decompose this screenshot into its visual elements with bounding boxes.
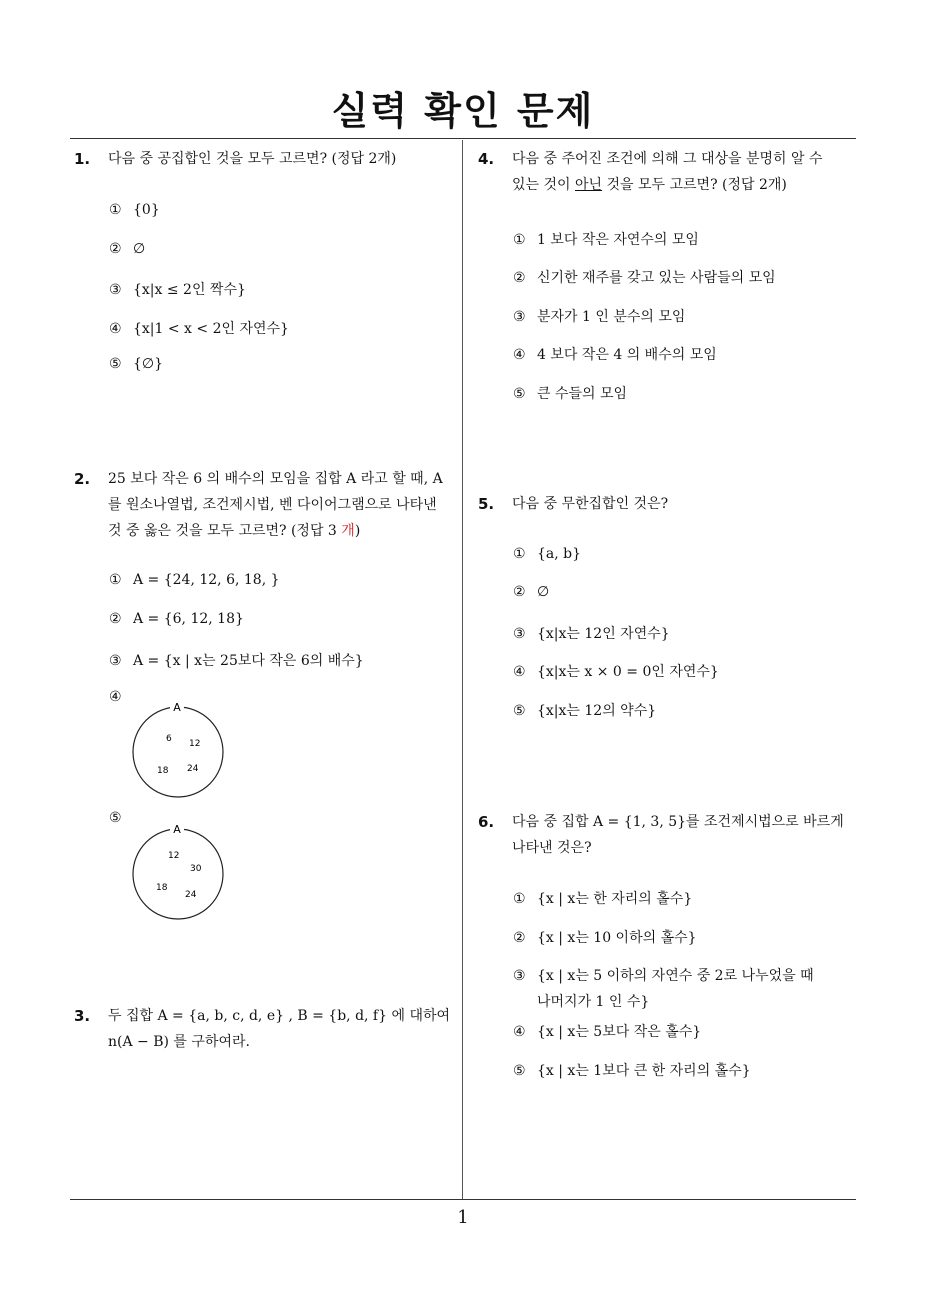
question-line bbox=[108, 518, 463, 544]
venn-circle bbox=[133, 829, 223, 919]
option-text: {x | x는 한 자리의 홀수} bbox=[537, 891, 693, 907]
q5-option-2[interactable] bbox=[513, 584, 549, 600]
option-text: ∅ bbox=[537, 584, 550, 600]
option-text: A = {24, 12, 6, 18, } bbox=[133, 572, 280, 588]
option-number: ② bbox=[109, 241, 122, 257]
highlight-text: 개 bbox=[341, 523, 355, 539]
q4-option-3[interactable] bbox=[513, 306, 685, 326]
venn-element: 24 bbox=[187, 764, 199, 774]
option-number: ① bbox=[109, 572, 122, 588]
venn-element: 18 bbox=[157, 766, 169, 776]
question-line bbox=[512, 172, 862, 198]
q5-option-1[interactable] bbox=[513, 546, 581, 562]
option-text: {a, b} bbox=[537, 546, 582, 562]
q5-option-4[interactable] bbox=[513, 661, 719, 681]
option-text: ∅ bbox=[133, 241, 146, 257]
option-number: ⑤ bbox=[109, 810, 122, 826]
venn-circle bbox=[133, 707, 223, 797]
question-number: 3. bbox=[74, 1007, 91, 1025]
q6-option-1[interactable] bbox=[513, 888, 692, 908]
question-text bbox=[512, 146, 862, 198]
question-line: 25 보다 작은 6 의 배수의 모임을 집합 A 라고 할 때, A bbox=[108, 471, 443, 487]
option-text: {x|x는 x × 0 = 0인 자연수} bbox=[537, 664, 719, 680]
q1-option-3[interactable] bbox=[109, 279, 246, 299]
option-number: ② bbox=[513, 584, 526, 600]
option-number: ③ bbox=[109, 282, 122, 298]
option-number: ③ bbox=[513, 968, 526, 984]
venn-label: A bbox=[173, 823, 181, 836]
option-text: {x|x는 12의 약수} bbox=[537, 703, 657, 719]
option-text: {x|x는 12인 자연수} bbox=[537, 626, 670, 642]
q6-option-5[interactable] bbox=[513, 1060, 751, 1080]
question-line: 를 원소나열법, 조건제시법, 벤 다이어그램으로 나타낸 bbox=[108, 497, 437, 513]
option-number: ① bbox=[513, 232, 526, 248]
page-number: 1 bbox=[457, 1207, 469, 1228]
option-text: {x|1 < x < 2인 자연수} bbox=[133, 321, 289, 337]
option-number: ① bbox=[513, 891, 526, 907]
question-line: 나타낸 것은? bbox=[512, 840, 592, 856]
q6-option-3[interactable] bbox=[513, 965, 814, 985]
option-number: ⑤ bbox=[513, 1063, 526, 1079]
question-line: 다음 중 주어진 조건에 의해 그 대상을 분명히 알 수 bbox=[512, 151, 823, 167]
q4-option-2[interactable] bbox=[513, 267, 776, 287]
option-number: ④ bbox=[109, 321, 122, 337]
venn-element: 12 bbox=[189, 739, 201, 749]
question-text: 다음 중 공집합인 것을 모두 고르면? (정답 2개) bbox=[108, 151, 397, 167]
bottom-rule bbox=[70, 1199, 856, 1200]
q1-option-4[interactable] bbox=[109, 318, 289, 338]
q5-option-3[interactable] bbox=[513, 623, 670, 643]
option-number: ⑤ bbox=[109, 356, 122, 372]
option-text: {∅} bbox=[133, 356, 164, 372]
venn-element: 18 bbox=[156, 883, 168, 893]
option-text: 4 보다 작은 4 의 배수의 모임 bbox=[537, 347, 717, 363]
line-text: ) bbox=[354, 523, 361, 539]
venn-element: 6 bbox=[166, 734, 172, 744]
option-number: ② bbox=[109, 611, 122, 627]
option-text: 분자가 1 인 분수의 모임 bbox=[537, 309, 686, 325]
q6-option-4[interactable] bbox=[513, 1021, 701, 1041]
question-number: 2. bbox=[74, 470, 91, 488]
option-number: ③ bbox=[513, 626, 526, 642]
q2-option-2[interactable] bbox=[109, 611, 244, 627]
question-text bbox=[512, 809, 862, 861]
option-text: 1 보다 작은 자연수의 모임 bbox=[537, 232, 699, 248]
option-number: ① bbox=[109, 202, 122, 218]
q1-option-5[interactable] bbox=[109, 356, 163, 372]
venn-diagram-4 bbox=[128, 700, 228, 800]
option-number: ② bbox=[513, 270, 526, 286]
option-text: A = {x | x는 25보다 작은 6의 배수} bbox=[133, 653, 364, 669]
q4-option-1[interactable] bbox=[513, 229, 699, 249]
option-text: A = {6, 12, 18} bbox=[133, 611, 244, 627]
question-number: 1. bbox=[74, 150, 91, 168]
page-title: 실력 확인 문제 bbox=[331, 89, 595, 133]
option-text: {0} bbox=[133, 202, 160, 218]
top-rule bbox=[70, 138, 856, 139]
option-number: ④ bbox=[513, 664, 526, 680]
line-text: 것을 모두 고르면? (정답 2개) bbox=[602, 177, 787, 193]
q5-option-5[interactable] bbox=[513, 700, 656, 720]
question-text bbox=[108, 466, 463, 544]
option-number: ⑤ bbox=[513, 703, 526, 719]
option-number: ① bbox=[513, 546, 526, 562]
q6-option-3-continued: 나머지가 1 인 수} bbox=[537, 994, 650, 1010]
question-line: 두 집합 A = {a, b, c, d, e} , B = {b, d, f} 에 대하여 bbox=[108, 1008, 451, 1024]
venn-element: 12 bbox=[168, 851, 180, 861]
line-text: 것 중 옳은 것을 모두 고르면? (정답 3 bbox=[108, 523, 342, 539]
q6-option-2[interactable] bbox=[513, 927, 697, 947]
option-number: ③ bbox=[513, 309, 526, 325]
question-number: 6. bbox=[478, 813, 495, 831]
option-number: ④ bbox=[513, 347, 526, 363]
q1-option-2[interactable] bbox=[109, 241, 145, 257]
question-line: 다음 중 집합 A = {1, 3, 5}를 조건제시법으로 바르게 bbox=[512, 814, 844, 830]
venn-element: 30 bbox=[190, 864, 202, 874]
question-text: 다음 중 무한집합인 것은? bbox=[512, 496, 669, 512]
q2-option-1[interactable] bbox=[109, 572, 280, 588]
line-text: 있는 것이 bbox=[512, 177, 575, 193]
option-number: ④ bbox=[109, 689, 122, 705]
option-text: 신기한 재주를 갖고 있는 사람들의 모임 bbox=[537, 270, 776, 286]
question-text bbox=[108, 1003, 463, 1055]
option-number: ⑤ bbox=[513, 386, 526, 402]
option-number: ④ bbox=[513, 1024, 526, 1040]
venn-diagram-5 bbox=[128, 822, 228, 922]
option-number: ② bbox=[513, 930, 526, 946]
option-text: {x | x는 10 이하의 홀수} bbox=[537, 930, 697, 946]
option-text: {x | x는 1보다 큰 한 자리의 홀수} bbox=[537, 1063, 751, 1079]
option-text: {x | x는 5보다 작은 홀수} bbox=[537, 1024, 702, 1040]
venn-element: 24 bbox=[185, 890, 197, 900]
option-text: 큰 수들의 모임 bbox=[537, 386, 628, 402]
q4-option-5[interactable] bbox=[513, 383, 627, 403]
q4-option-4[interactable] bbox=[513, 344, 717, 364]
question-number: 5. bbox=[478, 495, 495, 513]
venn-label: A bbox=[173, 701, 181, 714]
option-number: ③ bbox=[109, 653, 122, 669]
q2-option-3[interactable] bbox=[109, 650, 364, 670]
underlined-text: 아닌 bbox=[575, 177, 603, 193]
option-text: {x | x는 5 이하의 자연수 중 2로 나누었을 때 bbox=[537, 968, 814, 984]
question-number: 4. bbox=[478, 150, 495, 168]
q1-option-1[interactable] bbox=[109, 202, 160, 218]
option-text: {x|x ≤ 2인 짝수} bbox=[133, 282, 246, 298]
question-line: n(A − B) 를 구하여라. bbox=[108, 1034, 250, 1050]
